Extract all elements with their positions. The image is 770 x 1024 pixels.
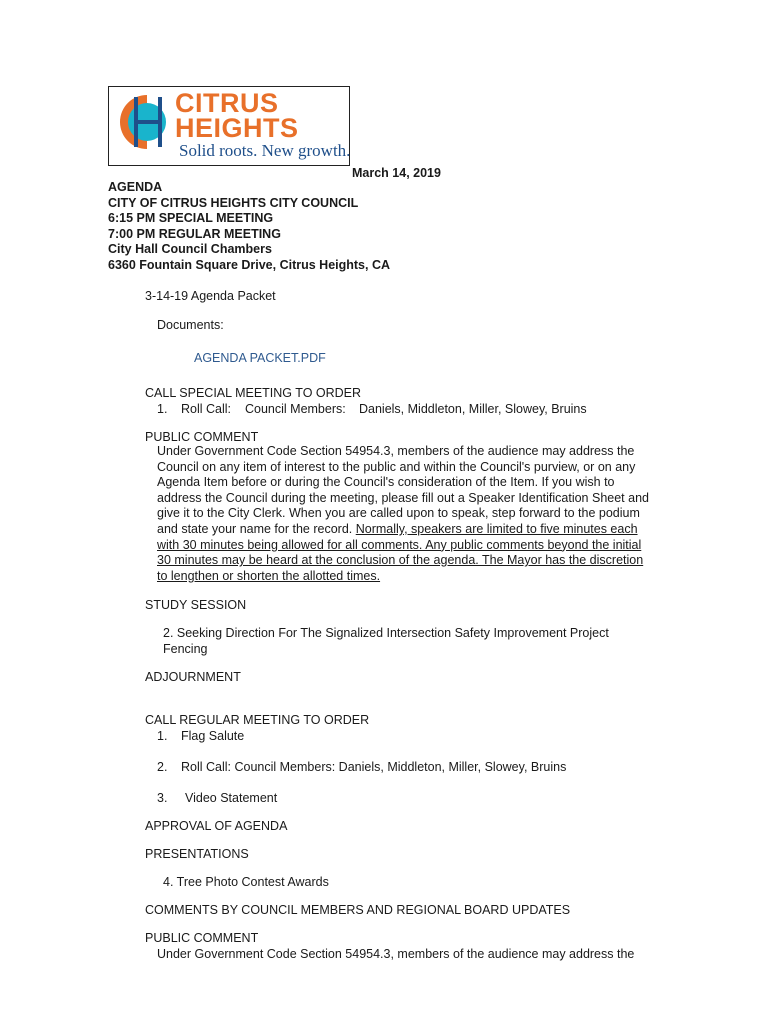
study-session-heading: STUDY SESSION xyxy=(145,598,247,612)
adjournment-heading: ADJOURNMENT xyxy=(145,670,241,684)
header-line: CITY OF CITRUS HEIGHTS CITY COUNCIL xyxy=(108,195,359,210)
special-meeting-heading: CALL SPECIAL MEETING TO ORDER xyxy=(145,386,362,400)
agenda-packet-link[interactable]: AGENDA PACKET.PDF xyxy=(194,351,326,365)
presentations-item: 4. Tree Photo Contest Awards xyxy=(163,875,329,889)
special-rollcall-number: 1. xyxy=(157,402,168,416)
regular-item-number: 2. xyxy=(157,760,168,774)
agenda-header xyxy=(108,180,390,274)
special-rollcall-members-label: Council Members: xyxy=(245,402,346,416)
public-comment-plain-part: and state your name for the record. xyxy=(157,521,356,536)
public-comment2-heading: PUBLIC COMMENT xyxy=(145,931,259,945)
regular-item-number: 3. xyxy=(157,791,168,805)
public-comment-line: Under Government Code Section 54954.3, members of the audience may address the xyxy=(157,444,635,458)
header-line: 6360 Fountain Square Drive, Citrus Heights, CA xyxy=(108,257,391,272)
approval-heading: APPROVAL OF AGENDA xyxy=(145,819,288,833)
council-comments-heading: COMMENTS BY COUNCIL MEMBERS AND REGIONAL BOARD UPDATES xyxy=(145,903,571,917)
public-comment-underlined-line: to lengthen or shorten the allotted times. xyxy=(157,568,381,583)
special-rollcall-label: Roll Call: xyxy=(181,402,232,416)
regular-meeting-heading: CALL REGULAR MEETING TO ORDER xyxy=(145,713,370,727)
presentations-heading: PRESENTATIONS xyxy=(145,847,249,861)
public-comment-underlined-line: with 30 minutes being allowed for all comments. Any public comments beyond the initial xyxy=(157,537,642,552)
city-logo xyxy=(108,86,350,166)
regular-item-text: Video Statement xyxy=(185,791,278,805)
header-line: 7:00 PM REGULAR MEETING xyxy=(108,226,281,241)
public-comment-underlined-line: 30 minutes may be heard at the conclusion of the agenda. The Mayor has the discretion xyxy=(157,553,644,568)
public-comment-line: Agenda Item before or during the Council's consideration of the Item. If you wish to xyxy=(157,475,615,490)
public-comment2-line: Under Government Code Section 54954.3, members of the audience may address the xyxy=(157,947,635,961)
meeting-date: March 14, 2019 xyxy=(352,166,441,180)
regular-item-text: Flag Salute xyxy=(181,729,245,743)
regular-item-number: 1. xyxy=(157,729,168,743)
public-comment-line: Council on any item of interest to the public and within the Council's purview, or on any xyxy=(157,459,636,474)
study-item-line2: Fencing xyxy=(163,642,208,656)
special-rollcall-names: Daniels, Middleton, Miller, Slowey, Bruins xyxy=(359,402,587,416)
public-comment-body xyxy=(157,444,657,584)
logo-tagline: Solid roots. New growth. xyxy=(179,141,351,160)
citrus-heights-emblem-icon xyxy=(113,91,175,153)
packet-title: 3-14-19 Agenda Packet xyxy=(145,289,276,303)
logo-name-line1: CITRUS xyxy=(175,88,279,118)
study-item-line1: 2. Seeking Direction For The Signalized Intersection Safety Improvement Project xyxy=(163,626,609,640)
public-comment-heading: PUBLIC COMMENT xyxy=(145,430,259,444)
header-line: AGENDA xyxy=(108,180,163,194)
header-line: 6:15 PM SPECIAL MEETING xyxy=(108,211,274,226)
regular-item-text: Roll Call: Council Members: Daniels, Middleton, Miller, Slowey, Bruins xyxy=(181,760,567,774)
documents-label: Documents: xyxy=(157,318,224,332)
public-comment-line-mixed xyxy=(157,522,657,538)
public-comment-line: address the Council during the meeting, please fill out a Speaker Identification Sheet and xyxy=(157,490,649,505)
public-comment-line: give it to the City Clerk. When you are called upon to speak, step forward to the podium xyxy=(157,506,640,521)
header-line: City Hall Council Chambers xyxy=(108,242,272,257)
logo-name-line2: HEIGHTS xyxy=(175,113,299,143)
public-comment-underlined-part: Normally, speakers are limited to five minutes each xyxy=(355,521,638,536)
